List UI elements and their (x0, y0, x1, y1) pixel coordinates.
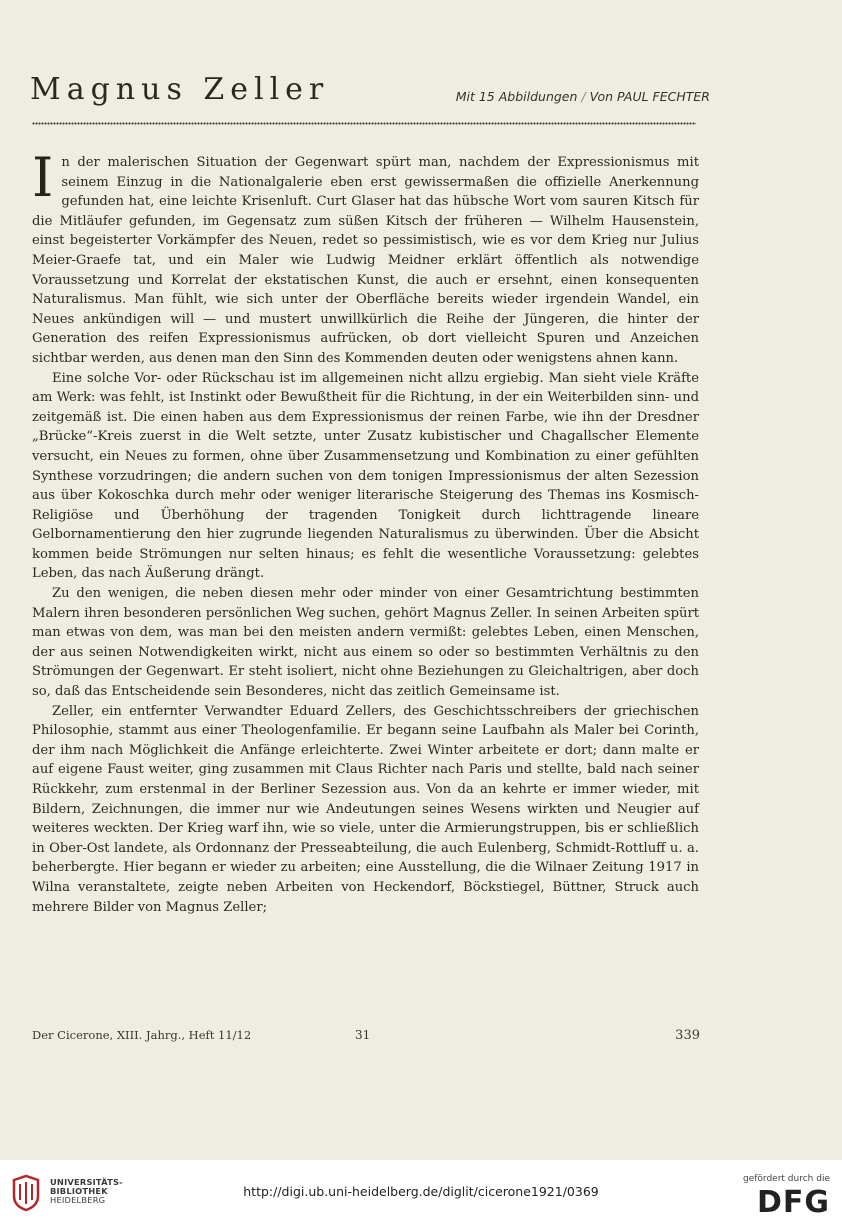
paragraph: Zu den wenigen, die neben diesen mehr oder minder von einer Gesamtrichtung bestimmten Malern ihren besonderen persönlichen Weg suchen, gehört Magnus Zeller. In seinen Arbeiten spürt man etwas von dem, was man bei den meisten andern vermißt: gelebtes Leben, einen Menschen, der aus seinen Notwendigkeiten wirkt, nicht aus einem so oder so bestimmten Verhältnis zu den Strömungen der Gegenwart. Er steht isoliert, nicht ohne Beziehungen zu Gleichaltrigen, aber doch so, daß das Entscheidende sein Besonderes, nicht das zeitlich Gemeinsame ist. (32, 586, 700, 700)
sponsor-note: gefördert durch die (743, 1174, 830, 1184)
library-name-line: BIBLIOTHEK (50, 1186, 108, 1196)
paragraph (32, 146, 699, 369)
paragraph-text: n der malerischen Situation der Gegenwart spürt man, nachdem der Expressionismus mit seinem Einzug in die Nationalgalerie eben erst gewissermaßen die offizielle Anerkennung gefunden hat, eine leichte Krisenluft. Curt Glaser hat das hübsche Wort vom sauren Kitsch für die Mitläufer gefunden, im Gegensatz zum süßen Kitsch der früheren — Wilhelm Hausenstein, einst begeisterter Vorkämpfer des Neuen, redet so pessimistisch, wie es vor dem Krieg nur Julius Meier-Graefe tat, und ein Maler wie Ludwig Meidner erklärt öffentlich als notwendige Voraussetzung und Korrelat der ekstatischen Kunst, die auch er ersehnt, einen konsequenten Naturalismus. Man fühlt, wie sich unter der Oberfläche bereits wieder irgendein Wandel, ein Neues ankündigen will — und mustert unwillkürlich die Reihe der Jüngeren, die hinter der Generation des reifen Expressionismus aufrücken, ob dort vielleicht Spuren und Anzeichen sichtbar werden, aus denen man den Sinn des Kommenden deuten oder wenigstens ahnen kann. (32, 155, 699, 366)
article-byline (456, 89, 710, 104)
article-body (32, 146, 700, 917)
dotted-divider (32, 122, 696, 125)
paragraph: Eine solche Vor- oder Rückschau ist im allgemeinen nicht allzu ergiebig. Man sieht viele Kräfte am Werk: was fehlt, ist Instinkt oder Bewußtheit für die Richtung, in der ein Weiterbilden sinn- und zeitgemäß ist. Die einen haben aus dem Expressionismus der reinen Farbe, wie ihn der Dresdner „Brücke“-Kreis zuerst in die Welt setzte, unter Zusatz kubistischer und Chagallscher Elemente versucht, ein Neues zu formen, ohne über Zusammensetzung und Kombination zu einer gefühlten Synthese vorzudringen; die andern suchen von dem tonigen Impressionismus der alten Sezession aus über Kokoschka durch mehr oder weniger literarische Steigerung des Themas ins Kosmisch-Religiöse und Überhöhung der tragenden Tonigkeit durch lichttragende lineare Gelbornamentierung den hier zugrunde liegenden Naturalismus zu überwinden. Über die Absicht kommen beide Strömungen nur selten hinaus; es fehlt die wesentliche Voraussetzung: gelebtes Leben, das nach Äußerung drängt. (32, 370, 699, 582)
page-footer-line (32, 1028, 700, 1046)
article-header (30, 72, 710, 120)
viewer-footer (0, 1160, 842, 1227)
author-line: Von PAUL FECHTER (589, 89, 710, 104)
library-name-line: UNIVERSITÄTS- (50, 1177, 123, 1187)
drop-cap: I (32, 146, 54, 209)
journal-reference: Der Cicerone, XIII. Jahrg., Heft 11/12 (32, 1028, 252, 1042)
paragraph: Zeller, ein entfernter Verwandter Eduard Zellers, des Geschichtsschreibers der griechischen Philosophie, stammt aus einer Theologenfamilie. Er begann seine Laufbahn als Maler bei Corinth, der ihm nach Möglichkeit die Anfänge erleichterte. Zwei Winter arbeitete er dort; dann malte er auf eigene Faust weiter, ging zusammen mit Claus Richter nach Paris und stellte, bald nach seiner Rückkehr, zum erstenmal in der Berliner Sezession aus. Von da an kehrte er immer wieder, mit Bildern, Zeichnungen, die immer nur wie Andeutungen seines Wesens wirkten und Neugier auf weiteres weckten. Der Krieg warf ihn, wie so viele, unter die Armierungstruppen, bis er schließlich in Ober-Ost landete, als Ordonnanz der Presseabteilung, die auch Eulenberg, Schmidt-Rottluff u. a. beherbergte. Hier begann er wieder zu arbeiten; eine Ausstellung, die die Wilnaer Zeitung 1917 in Wilna veranstaltete, zeigte neben Arbeiten von Heckendorf, Böckstiegel, Büttner, Struck auch mehrere Bilder von Magnus Zeller; (32, 703, 699, 915)
illustrations-note: Mit 15 Abbildungen (455, 89, 578, 104)
page-number: 339 (675, 1028, 700, 1043)
library-name-line: HEIDELBERG (50, 1195, 106, 1205)
article-title: Magnus Zeller (30, 72, 330, 107)
dfg-logo: DFG (756, 1185, 830, 1220)
byline-separator: / (581, 89, 586, 104)
permalink-url[interactable]: http://digi.ub.uni-heidelberg.de/diglit/cicerone1921/0369 (243, 1184, 599, 1199)
signature-number: 31 (355, 1028, 371, 1042)
